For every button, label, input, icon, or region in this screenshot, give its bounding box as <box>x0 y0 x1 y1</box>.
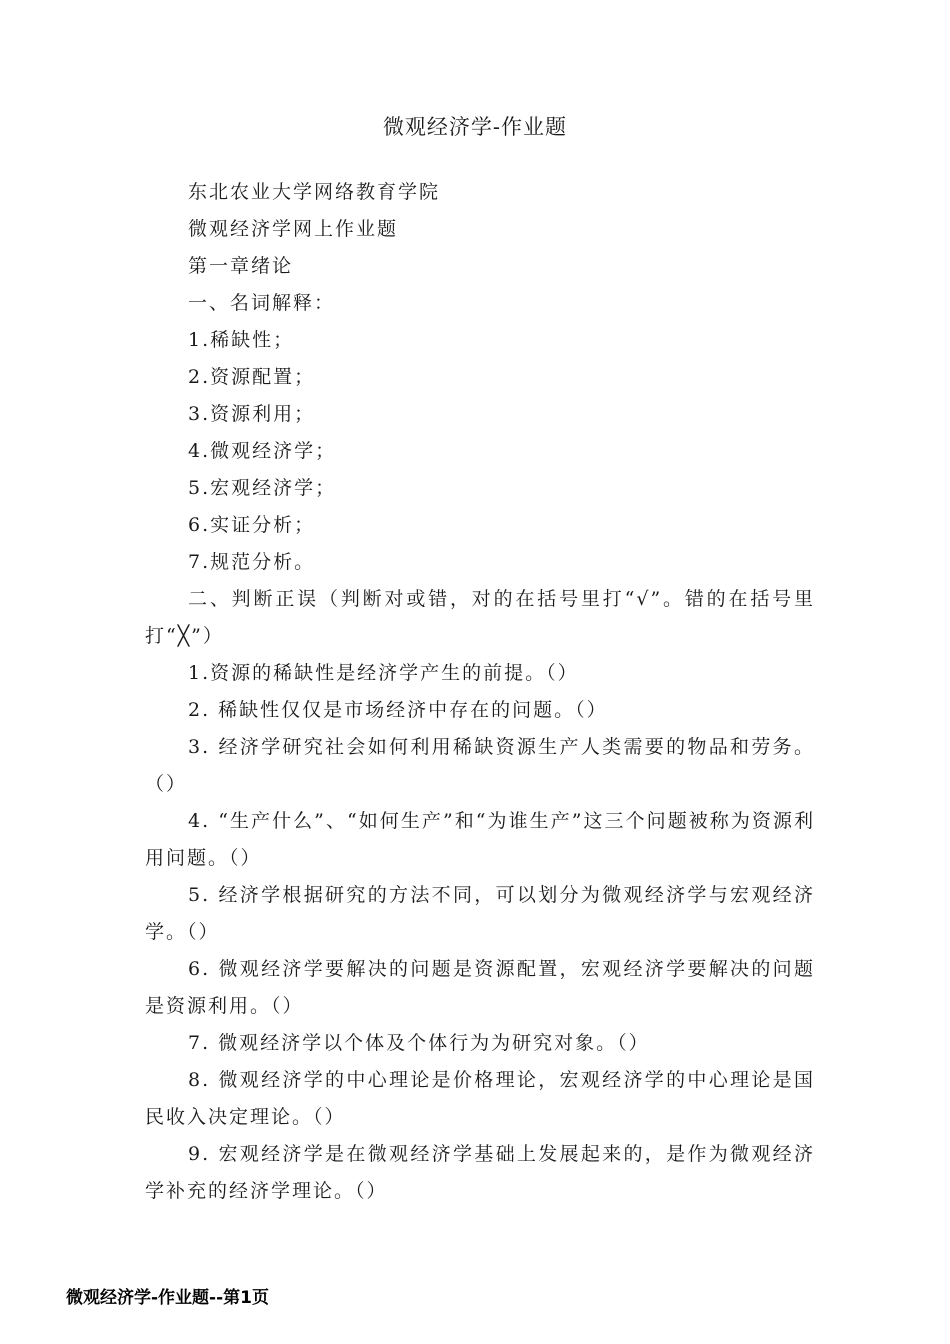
question-item: 7. 微观经济学以个体及个体行为为研究对象。（） <box>188 1032 650 1054</box>
term-item: 3.资源利用； <box>188 403 316 425</box>
question-item: 8. 微观经济学的中心理论是价格理论，宏观经济学的中心理论是国民收入决定理论。（） <box>145 1069 815 1128</box>
term-item: 1.稀缺性； <box>188 329 295 351</box>
document-subtitle: 微观经济学网上作业题 <box>188 218 399 240</box>
question-item: 6. 微观经济学要解决的问题是资源配置，宏观经济学要解决的问题是资源利用。（） <box>145 958 815 1017</box>
document-title: 微观经济学-作业题 <box>382 115 568 139</box>
document-body <box>145 174 815 1210</box>
question-item: 2. 稀缺性仅仅是市场经济中存在的问题。（） <box>188 699 608 721</box>
term-item: 2.资源配置； <box>188 366 316 388</box>
term-item: 6.实证分析； <box>188 514 316 536</box>
question-item: 3. 经济学研究社会如何利用稀缺资源生产人类需要的物品和劳务。（） <box>145 736 815 795</box>
question-item: 5. 经济学根据研究的方法不同，可以划分为微观经济学与宏观经济学。（） <box>145 884 815 943</box>
term-item: 4.微观经济学； <box>188 440 337 462</box>
term-item: 5.宏观经济学； <box>188 477 337 499</box>
question-item: 1.资源的稀缺性是经济学产生的前提。（） <box>188 662 579 684</box>
school-name: 东北农业大学网络教育学院 <box>188 181 441 203</box>
question-item: 4. “生产什么”、“如何生产”和“为谁生产”这三个问题被称为资源利用问题。（） <box>145 810 815 869</box>
section-heading-true-false: 二、判断正误（判断对或错，对的在括号里打“√”。错的在括号里打“╳”） <box>145 588 815 647</box>
chapter-heading: 第一章绪论 <box>188 255 294 277</box>
question-item: 9. 宏观经济学是在微观经济学基础上发展起来的，是作为微观经济学补充的经济学理论。（） <box>145 1143 815 1202</box>
term-item: 7.规范分析。 <box>188 551 316 573</box>
section-heading-terms: 一、名词解释： <box>188 292 336 314</box>
page-footer: 微观经济学-作业题--第1页 <box>66 1288 269 1308</box>
